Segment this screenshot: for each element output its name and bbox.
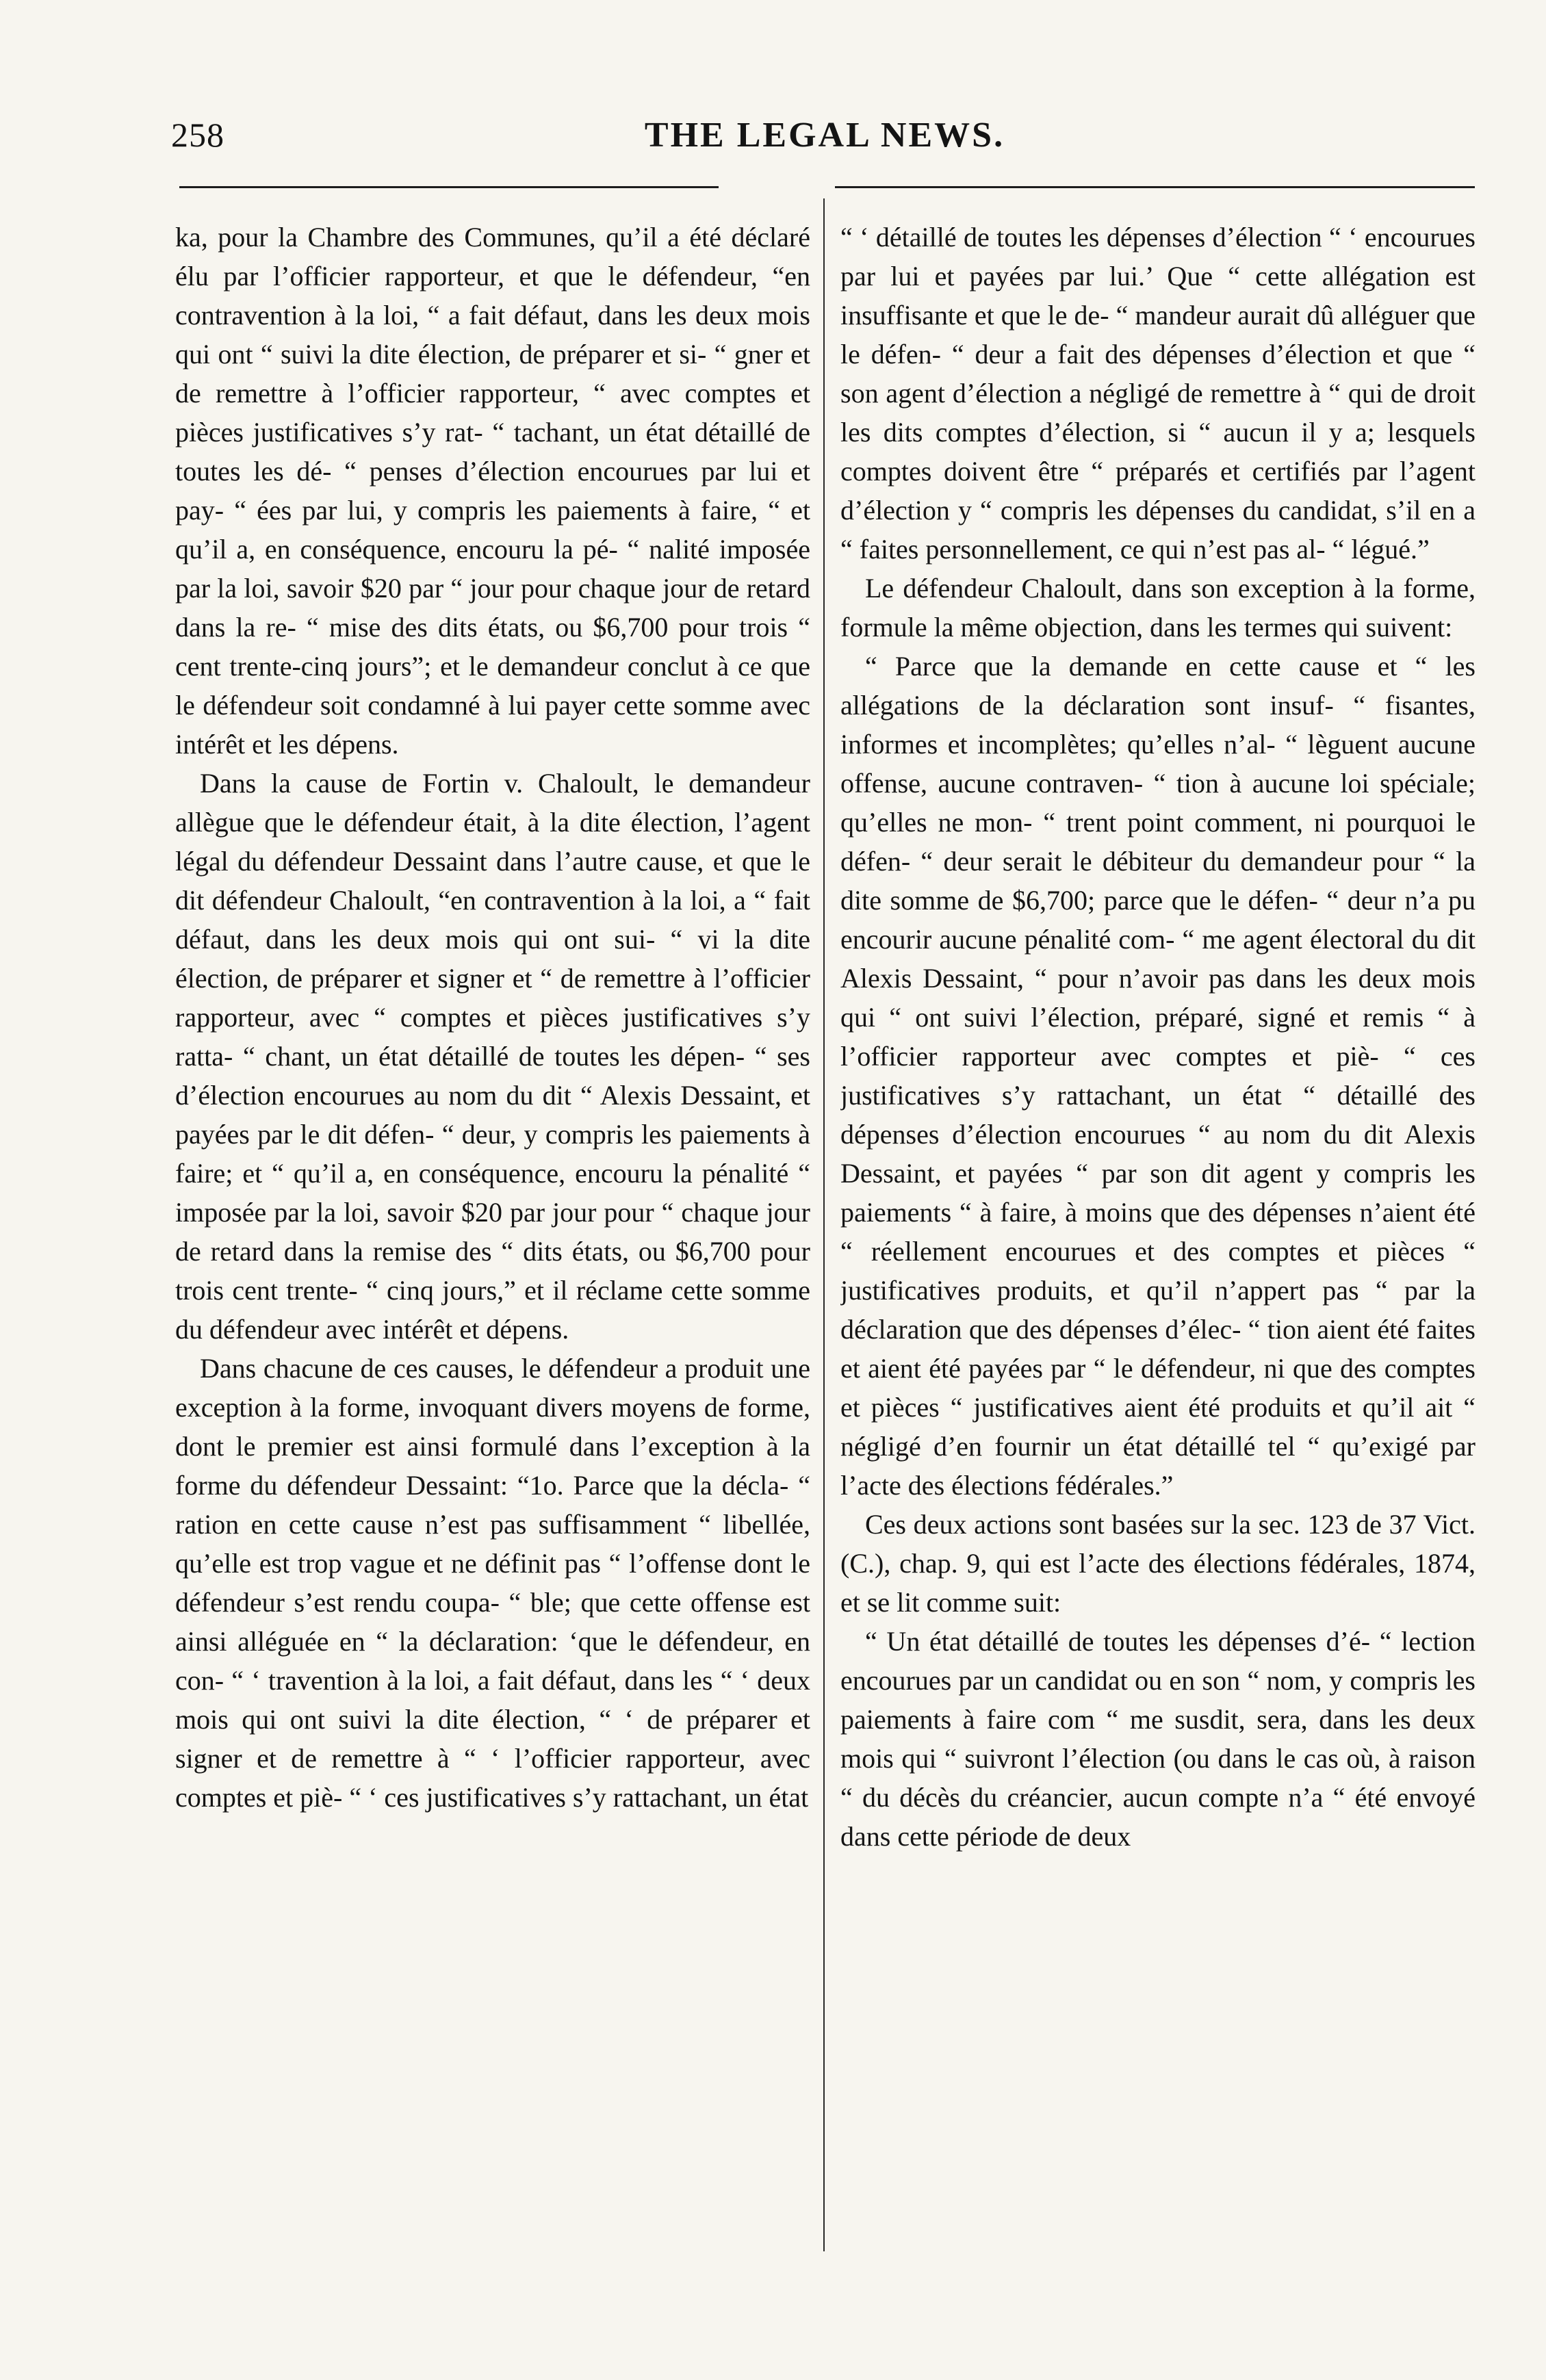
paragraph: Dans chacune de ces causes, le défendeur a produit une exception à la forme, invoquant divers moyens de forme, dont le premier est ainsi formulé dans l’exception à la forme du défendeur Dessaint: “1o. Parce que la décla- “ ration en cette cause n’est pas suffisamment “ libellée, qu’elle est trop vague et ne définit pas “ l’offense dont le défendeur s’est rendu coupa- “ ble; que cette offense est ainsi alléguée en “ la déclaration: ‘que le défendeur, en con- “ ‘ travention à la loi, a fait défaut, dans les “ ‘ deux mois qui ont suivi la dite élection, “ ‘ de préparer et signer et de remettre à “ ‘ l’officier rapporteur, avec comptes et piè- “ ‘ ces justificatives s’y rattachant, un état bbox=[175, 1353, 810, 1813]
page-header bbox=[171, 115, 1478, 170]
paragraph: “ Parce que la demande en cette cause et “ les allégations de la déclaration sont insuf- “ fisantes, informes et incomplètes; qu’elles n’al- “ lèguent aucune offense, aucune contraven- “ tion à aucune loi spéciale; qu’elles ne mon- “ trent point comment, ni pourquoi le défen- “ deur serait le débiteur du demandeur pour “ la dite somme de $6,700; parce que le défen- “ deur n’a pu encourir aucune pénalité com- “ me agent électoral du dit Alexis Dessaint, “ pour n’avoir pas dans les deux mois qui “ ont suivi l’élection, préparé, signé et remis “ à l’officier rapporteur avec comptes et piè- “ ces justificatives s’y rattachant, un état “ détaillé des dépenses d’élection encourues “ au nom du dit Alexis Dessaint, et payées “ par son dit agent y compris les paiements “ à faire, à moins que des dépenses n’aient été “ réellement encourues et des comptes et pièces “ justificatives produits, et qu’il n’appert pas “ par la déclaration que des dépenses d’élec- “ tion aient été faites et aient été payées par “ le défendeur, ni que des comptes et pièces “ justificatives aient été produits et qu’il ait “ négligé d’en fournir un état détaillé tel “ qu’exigé par l’acte des élections fédérales.” bbox=[840, 651, 1476, 1501]
left-column bbox=[175, 218, 810, 2229]
paragraph: Le défendeur Chaloult, dans son exception à la forme, formule la même objection, dans les termes qui suivent: bbox=[840, 573, 1476, 643]
header-rule-left bbox=[179, 186, 719, 188]
column-divider bbox=[823, 198, 825, 2251]
running-title: THE LEGAL NEWS. bbox=[644, 116, 1005, 155]
header-rule-right bbox=[835, 186, 1475, 188]
paragraph: Ces deux actions sont basées sur la sec. 123 de 37 Vict. (C.), chap. 9, qui est l’acte des élections fédérales, 1874, et se lit comme suit: bbox=[840, 1509, 1476, 1618]
paragraph: “ ‘ détaillé de toutes les dépenses d’élection “ ‘ encourues par lui et payées par lui.’ Que “ cette allégation est insuffisante et que le de- “ mandeur aurait dû alléguer que le défen- “ deur a fait des dépenses d’élection et que “ son agent d’élection a négligé de remettre à “ qui de droit les dits comptes d’élection, si “ aucun il y a; lesquels comptes doivent être “ préparés et certifiés par l’agent d’élection y “ compris les dépenses du candidat, s’il en a “ faites personnellement, ce qui n’est pas al- “ légué.” bbox=[840, 222, 1476, 565]
right-column bbox=[840, 218, 1476, 2229]
paragraph: Dans la cause de Fortin v. Chaloult, le demandeur allègue que le défendeur était, à la dite élection, l’agent légal du défendeur Dessaint dans l’autre cause, et que le dit défendeur Chaloult, “en contravention à la loi, a “ fait défaut, dans les deux mois qui ont sui- “ vi la dite élection, de préparer et signer et “ de remettre à l’officier rapporteur, avec “ comptes et pièces justificatives s’y ratta- “ chant, un état détaillé de toutes les dépen- “ ses d’élection encourues au nom du dit “ Alexis Dessaint, et payées par le dit défen- “ deur, y compris les paiements à faire; et “ qu’il a, en conséquence, encouru la pénalité “ imposée par la loi, savoir $20 par jour pour “ chaque jour de retard dans la remise des “ dits états, ou $6,700 pour trois cent trente- “ cinq jours,” et il réclame cette somme du défendeur avec intérêt et dépens. bbox=[175, 768, 810, 1345]
paragraph: ka, pour la Chambre des Communes, qu’il a été déclaré élu par l’officier rapporteur, et que le défendeur, “en contravention à la loi, “ a fait défaut, dans les deux mois qui ont “ suivi la dite élection, de préparer et si- “ gner et de remettre à l’officier rapporteur, “ avec comptes et pièces justificatives s’y rat- “ tachant, un état détaillé de toutes les dé- “ penses d’élection encourues par lui et pay- “ ées par lui, y compris les paiements à faire, “ et qu’il a, en conséquence, encouru la pé- “ nalité imposée par la loi, savoir $20 par “ jour pour chaque jour de retard dans la re- “ mise des dits états, ou $6,700 pour trois “ cent trente-cinq jours”; et le demandeur conclut à ce que le défendeur soit condamné à lui payer cette somme avec intérêt et les dépens. bbox=[175, 222, 810, 760]
paragraph: “ Un état détaillé de toutes les dépenses d’é- “ lection encourues par un candidat ou en son “ nom, y compris les paiements à faire com “ me susdit, sera, dans les deux mois qui “ suivront l’élection (ou dans le cas où, à raison “ du décès du créancier, aucun compte n’a “ été envoyé dans cette période de deux bbox=[840, 1626, 1476, 1852]
page-number: 258 bbox=[171, 116, 224, 154]
